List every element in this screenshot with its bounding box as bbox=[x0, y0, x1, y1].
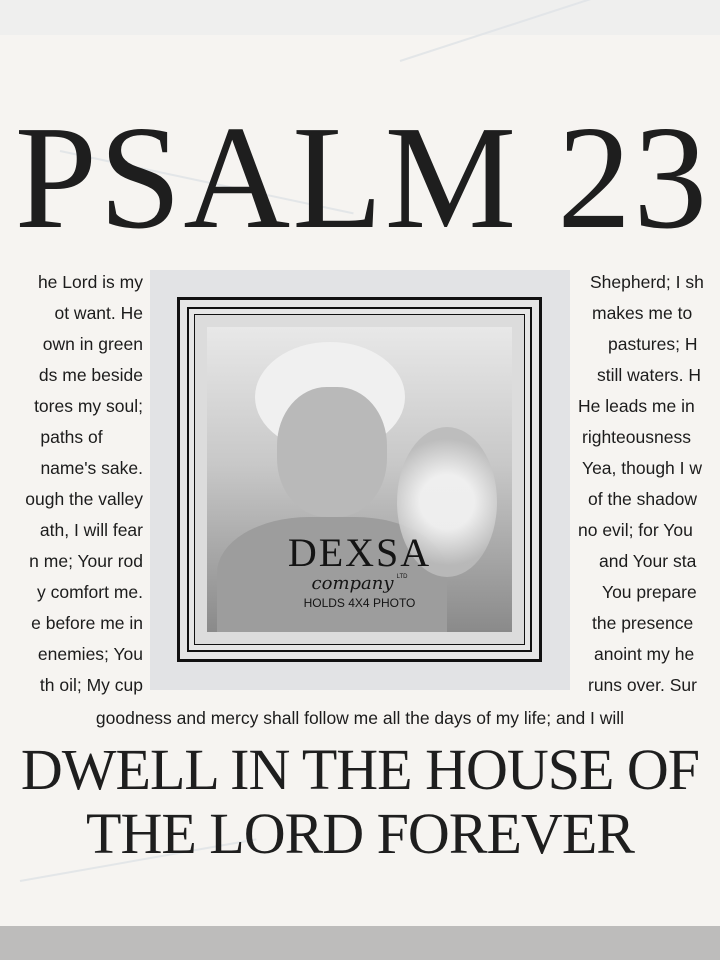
verse-line: enemies; You bbox=[37, 644, 143, 664]
verse-line: he Lord is my bbox=[37, 272, 143, 292]
brand-logo-subrow bbox=[312, 573, 408, 595]
closing-line-2: THE LORD FOREVER bbox=[86, 801, 634, 866]
verse-line: still waters. H bbox=[597, 365, 702, 385]
verse-line: runs over. Sur bbox=[588, 675, 697, 695]
verse-right-column bbox=[578, 267, 718, 701]
verse-line: paths of bbox=[40, 427, 103, 447]
verse-full-line: goodness and mercy shall follow me all the days of my life; and I will bbox=[95, 708, 625, 728]
brand-logo-suffix: LTD bbox=[396, 574, 408, 580]
background-top-band bbox=[0, 0, 720, 35]
brand-logo bbox=[207, 530, 512, 611]
verse-left-column bbox=[0, 267, 143, 701]
verse-line: righteousness bbox=[582, 427, 691, 447]
verse-line: ds me beside bbox=[38, 365, 143, 385]
verse-line: of the shadow bbox=[588, 489, 697, 509]
verse-line: y comfort me. bbox=[37, 582, 143, 602]
verse-line: Shepherd; I sh bbox=[590, 272, 704, 292]
placeholder-photo bbox=[207, 327, 512, 632]
brand-logo-name: DEXSA bbox=[287, 530, 432, 575]
verse-line: pastures; H bbox=[608, 334, 698, 354]
verse-line: the presence bbox=[592, 613, 694, 633]
verse-line: e before me in bbox=[31, 613, 143, 633]
verse-line: own in green bbox=[42, 334, 143, 354]
verse-line: You prepare bbox=[602, 582, 697, 602]
verse-line: ough the valley bbox=[25, 489, 143, 509]
verse-line: name's sake. bbox=[40, 458, 143, 478]
verse-line: no evil; for You bbox=[578, 520, 693, 540]
background-bottom-band bbox=[0, 926, 720, 960]
verse-line: tores my soul; bbox=[34, 396, 143, 416]
verse-line: makes me to bbox=[592, 303, 693, 323]
closing-line-1: DWELL IN THE HOUSE OF bbox=[20, 737, 700, 802]
verse-line: and Your sta bbox=[599, 551, 697, 571]
verse-line: n me; Your rod bbox=[29, 551, 143, 571]
photo-size-note: HOLDS 4X4 PHOTO bbox=[303, 596, 416, 610]
verse-line: Yea, though I w bbox=[582, 458, 703, 478]
verse-line: th oil; My cup bbox=[39, 675, 143, 695]
verse-line: ath, I will fear bbox=[39, 520, 143, 540]
verse-line: He leads me in bbox=[578, 396, 695, 416]
brand-logo-sub: company bbox=[311, 573, 394, 594]
verse-line: ot want. He bbox=[54, 303, 143, 323]
photo-subject-face bbox=[277, 387, 387, 517]
page-title: PSALM 23 bbox=[14, 96, 710, 260]
verse-line: anoint my he bbox=[594, 644, 695, 664]
